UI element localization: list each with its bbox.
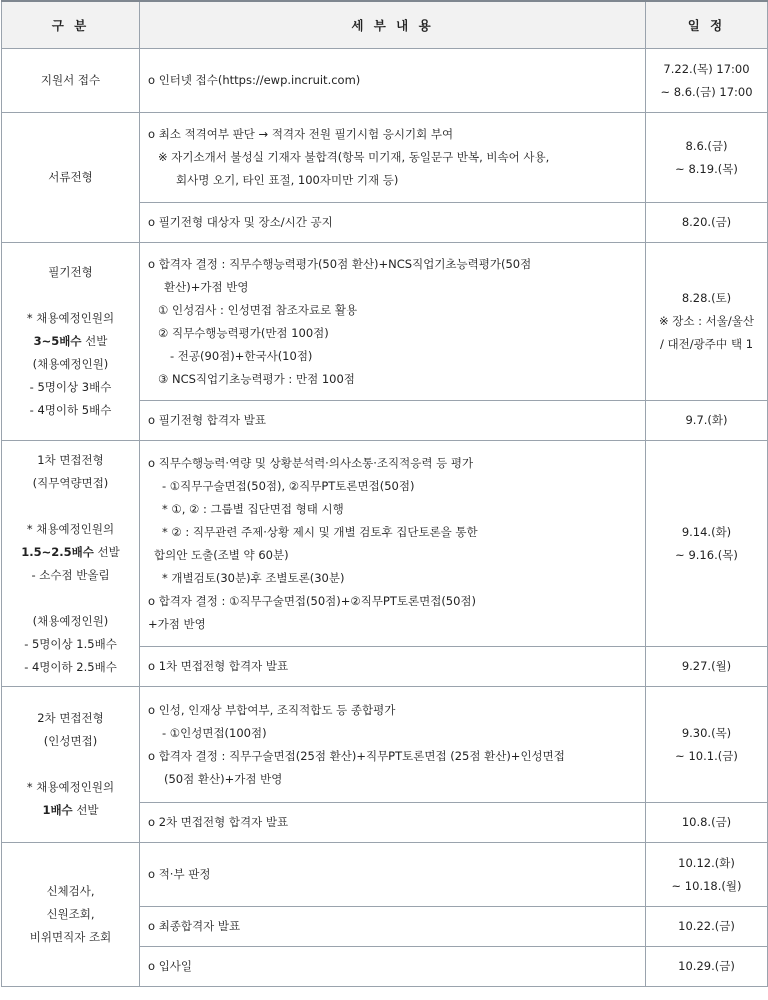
category-label: 필기전형	[48, 265, 93, 279]
schedule-line: ~ 9.16.(목)	[675, 547, 738, 562]
header-category: 구 분	[2, 1, 140, 49]
category-cell	[2, 843, 140, 987]
category-label: (직무역량면접)	[32, 475, 109, 490]
table-row	[2, 113, 768, 203]
details-cell	[140, 113, 646, 203]
schedule-line: 7.22.(목) 17:00	[663, 61, 750, 76]
schedule-line: ~ 10.18.(월)	[671, 878, 742, 893]
schedule-line: 10.8.(금)	[681, 815, 732, 829]
details-cell	[140, 243, 646, 401]
recruitment-schedule-table	[1, 0, 768, 987]
schedule-cell	[646, 947, 768, 987]
schedule-line: 9.27.(월)	[681, 659, 732, 673]
header-schedule: 일 정	[646, 1, 768, 49]
detail-line: ③ NCS직업기초능력평가 : 만점 100점	[158, 371, 355, 386]
category-label: 2차 면접전형	[37, 711, 104, 725]
category-note: - 5명이상 1.5배수	[24, 636, 117, 651]
category-cell	[2, 49, 140, 113]
detail-line: o 합격자 결정 : 직무수행능력평가(50점 환산)+NCS직업기초능력평가(50점	[148, 256, 532, 271]
schedule-line: 10.12.(화)	[678, 855, 735, 870]
schedule-line: 9.14.(화)	[681, 524, 732, 539]
schedule-line: 8.6.(금)	[685, 138, 728, 153]
detail-line: 환산)+가점 반영	[164, 279, 249, 294]
category-note: (채용예정인원)	[32, 613, 109, 628]
detail-line: +가점 반영	[148, 616, 206, 631]
schedule-cell	[646, 401, 768, 441]
schedule-line: 10.29.(금)	[678, 959, 735, 973]
detail-line: * ② : 직무관련 주제·상황 제시 및 개별 검토후 집단토론을 통한	[162, 524, 478, 539]
category-cell	[2, 243, 140, 441]
schedule-line: 9.7.(화)	[685, 413, 728, 427]
category-note: * 채용예정인원의	[26, 521, 115, 536]
table-row	[2, 441, 768, 647]
detail-line: o 인터넷 접수(https://ewp.incruit.com)	[148, 73, 361, 87]
category-note: (채용예정인원)	[32, 357, 109, 371]
category-label: (인성면접)	[43, 734, 98, 748]
table-row	[2, 243, 768, 401]
schedule-cell	[646, 113, 768, 203]
detail-line: - 전공(90점)+한국사(10점)	[170, 348, 313, 363]
schedule-line: / 대전/광주中 택 1	[659, 337, 754, 351]
details-cell	[140, 687, 646, 803]
details-cell	[140, 49, 646, 113]
detail-line: o 입사일	[148, 959, 193, 973]
detail-line: - ①인성면접(100점)	[162, 725, 267, 740]
schedule-line: 8.28.(토)	[681, 291, 732, 305]
detail-line: ※ 자기소개서 불성실 기재자 불합격(항목 미기재, 동일문구 반복, 비속어 사용,	[158, 150, 550, 164]
category-note: - 5명이상 3배수	[29, 380, 112, 394]
details-cell	[140, 803, 646, 843]
schedule-line: 10.22.(금)	[678, 919, 735, 933]
category-label: 신원조회,	[46, 907, 95, 921]
category-note: - 4명이하 5배수	[29, 403, 112, 417]
category-cell	[2, 441, 140, 687]
schedule-line: ~ 8.6.(금) 17:00	[660, 84, 753, 99]
schedule-line: 8.20.(금)	[681, 215, 732, 229]
schedule-cell	[646, 49, 768, 113]
detail-line: 회사명 오기, 타인 표절, 100자미만 기재 등)	[176, 173, 399, 187]
detail-line: o 필기전형 합격자 발표	[148, 413, 266, 427]
schedule-line: 9.30.(목)	[681, 725, 732, 740]
detail-line: o 인성, 인재상 부합여부, 조직적합도 등 종합평가	[148, 702, 396, 717]
schedule-cell	[646, 647, 768, 687]
category-label: 비위면직자 조회	[29, 930, 112, 944]
schedule-cell	[646, 843, 768, 907]
schedule-line: ~ 10.1.(금)	[675, 748, 738, 763]
category-label: 신체검사,	[46, 884, 95, 898]
category-note: * 채용예정인원의	[26, 311, 115, 325]
detail-line: o 적·부 판정	[148, 867, 211, 881]
detail-line: * 개별검토(30분)후 조별토론(30분)	[162, 570, 345, 585]
detail-line: - ①직무구술면접(50점), ②직무PT토론면접(50점)	[162, 478, 415, 493]
details-cell	[140, 843, 646, 907]
category-note: * 채용예정인원의	[26, 780, 115, 794]
detail-line: ① 인성검사 : 인성면접 참조자료로 활용	[158, 302, 358, 317]
header-details: 세 부 내 용	[140, 1, 646, 49]
table-row	[2, 687, 768, 803]
details-cell	[140, 947, 646, 987]
schedule-line: ~ 8.19.(목)	[675, 161, 738, 176]
category-note: 1.5~2.5배수 선발	[21, 544, 120, 559]
detail-line: o 2차 면접전형 합격자 발표	[148, 815, 289, 829]
category-label: 서류전형	[48, 170, 93, 184]
schedule-cell	[646, 687, 768, 803]
table-header-row	[2, 1, 768, 49]
schedule-cell	[646, 203, 768, 243]
details-cell	[140, 441, 646, 647]
detail-line: o 합격자 결정 : ①직무구술면접(50점)+②직무PT토론면접(50점)	[148, 593, 477, 608]
category-note: 3~5배수 선발	[33, 334, 108, 348]
category-note: - 4명이하 2.5배수	[24, 659, 117, 674]
table-row	[2, 843, 768, 907]
detail-line: o 직무수행능력·역량 및 상황분석력·의사소통·조직적응력 등 평가	[148, 455, 474, 470]
schedule-cell	[646, 907, 768, 947]
category-note: 1배수 선발	[42, 803, 99, 817]
details-cell	[140, 401, 646, 441]
details-cell	[140, 647, 646, 687]
schedule-cell	[646, 243, 768, 401]
detail-line: (50점 환산)+가점 반영	[164, 771, 283, 786]
detail-line: 합의안 도출(조별 약 60분)	[154, 547, 289, 562]
schedule-cell	[646, 441, 768, 647]
details-cell	[140, 907, 646, 947]
category-note: - 소수점 반올림	[31, 567, 110, 582]
category-label: 지원서 접수	[40, 73, 101, 87]
category-label: 1차 면접전형	[37, 452, 104, 467]
category-cell	[2, 687, 140, 843]
detail-line: o 최종합격자 발표	[148, 919, 241, 933]
table-row	[2, 49, 768, 113]
detail-line: o 필기전형 대상자 및 장소/시간 공지	[148, 215, 333, 229]
schedule-line: ※ 장소 : 서울/울산	[658, 314, 754, 328]
schedule-cell	[646, 803, 768, 843]
detail-line: o 1차 면접전형 합격자 발표	[148, 659, 289, 673]
detail-line: o 합격자 결정 : 직무구술면접(25점 환산)+직무PT토론면접 (25점 환산)+인성면접	[148, 748, 565, 763]
detail-line: * ①, ② : 그룹별 집단면접 형태 시행	[162, 501, 344, 516]
details-cell	[140, 203, 646, 243]
detail-line: ② 직무수행능력평가(만점 100점)	[158, 325, 329, 340]
category-cell	[2, 113, 140, 243]
detail-line: o 최소 적격여부 판단 → 적격자 전원 필기시험 응시기회 부여	[148, 127, 454, 141]
